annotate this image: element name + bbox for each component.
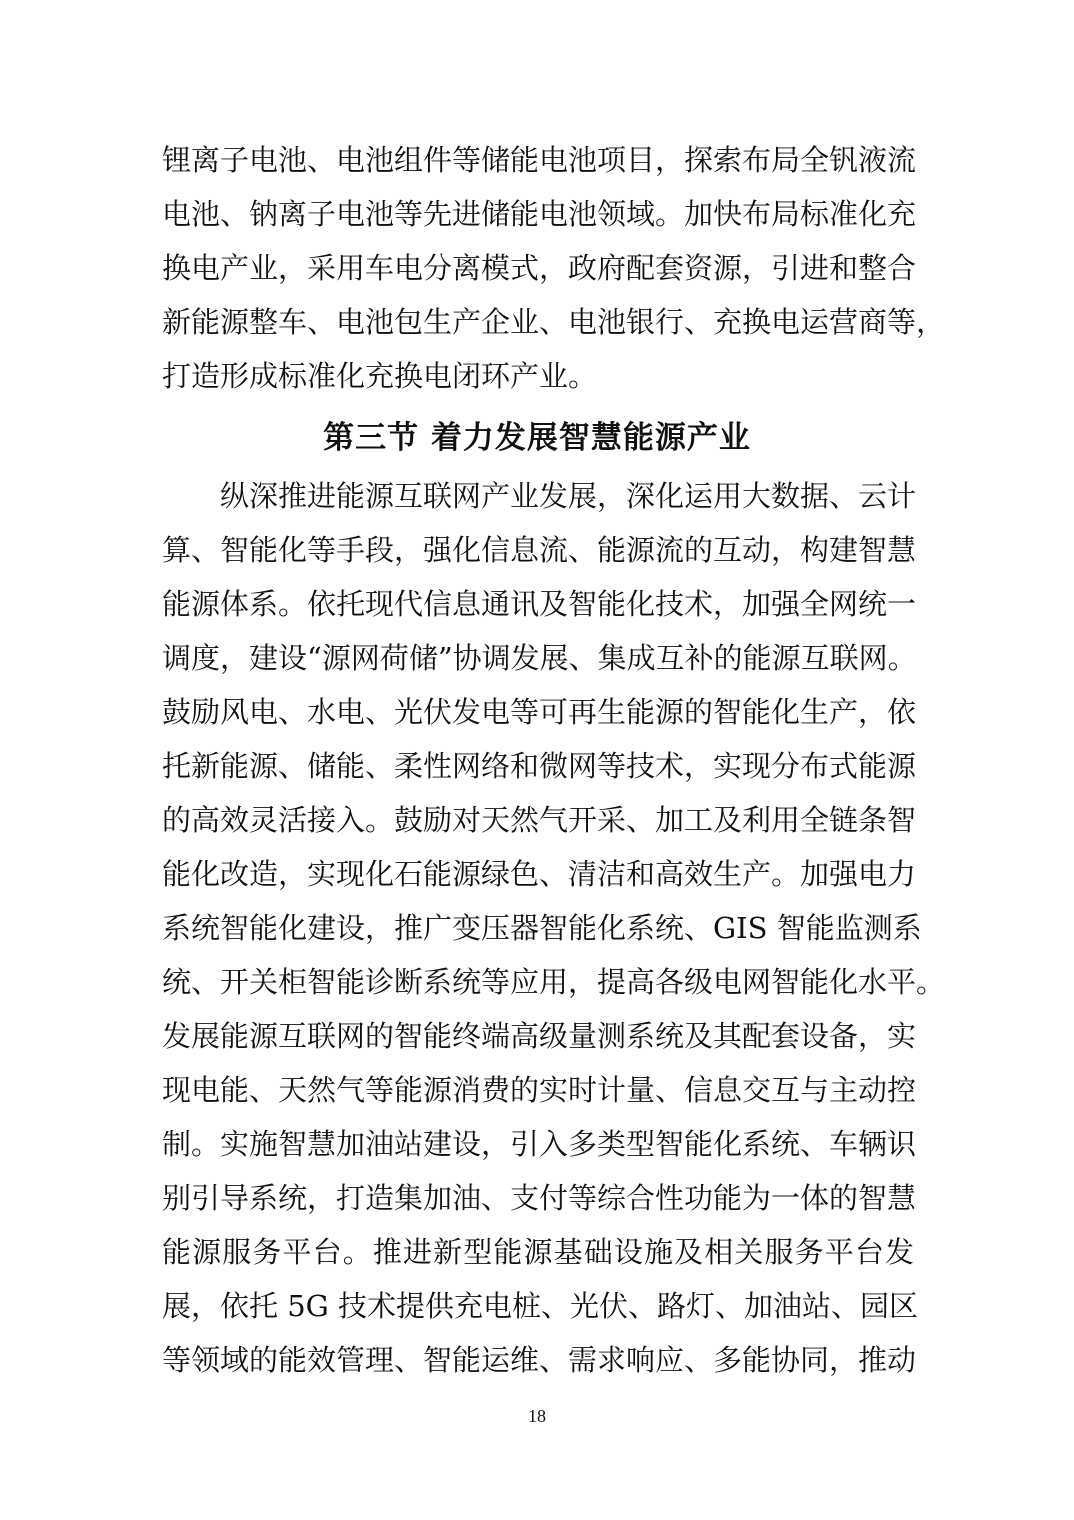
body-line-4: 调度，建设“源网荷储”协调发展、集成互补的能源互联网。 [162, 641, 917, 675]
body-line-12: 现电能、天然气等能源消费的实时计量、信息交互与主动控 [162, 1073, 917, 1107]
intro-line-4: 新能源整车、电池包生产企业、电池银行、充换电运营商等， [162, 305, 946, 339]
intro-line-2: 电池、钠离子电池等先进储能电池领域。加快布局标准化充 [162, 197, 917, 231]
body-line-11: 发展能源互联网的智能终端高级量测系统及其配套设备，实 [162, 1019, 917, 1053]
body-line-8: 能化改造，实现化石能源绿色、清洁和高效生产。加强电力 [162, 857, 917, 891]
body-line-9: 系统智能化建设，推广变压器智能化系统、GIS 智能监测系 [162, 911, 922, 945]
body-line-17: 等领域的能效管理、智能运维、需求响应、多能协同，推动 [162, 1343, 917, 1377]
body-line-10: 统、开关柜智能诊断系统等应用，提高各级电网智能化水平。 [162, 965, 946, 999]
intro-line-1: 锂离子电池、电池组件等储能电池项目，探索布局全钒液流 [162, 143, 917, 177]
body-line-7: 的高效灵活接入。鼓励对天然气开采、加工及利用全链条智 [162, 803, 917, 837]
body-line-6: 托新能源、储能、柔性网络和微网等技术，实现分布式能源 [162, 749, 917, 783]
body-line-13: 制。实施智慧加油站建设，引入多类型智能化系统、车辆识 [162, 1127, 917, 1161]
body-line-1: 纵深推进能源互联网产业发展，深化运用大数据、云计 [220, 479, 917, 513]
body-line-3: 能源体系。依托现代信息通讯及智能化技术，加强全网统一 [162, 587, 917, 621]
page-number: 18 [528, 1406, 546, 1426]
body-line-2: 算、智能化等手段，强化信息流、能源流的互动，构建智慧 [162, 533, 917, 567]
body-line-16: 展，依托 5G 技术提供充电桩、光伏、路灯、加油站、园区 [162, 1289, 919, 1323]
intro-line-3: 换电产业，采用车电分离模式，政府配套资源，引进和整合 [162, 251, 917, 285]
section-heading: 第三节 着力发展智慧能源产业 [323, 420, 751, 456]
intro-line-5: 打造形成标准化充换电闭环产业。 [162, 359, 598, 393]
body-line-5: 鼓励风电、水电、光伏发电等可再生能源的智能化生产，依 [162, 695, 917, 729]
body-line-15: 能源服务平台。推进新型能源基础设施及相关服务平台发 [162, 1235, 914, 1269]
body-line-14: 别引导系统，打造集加油、支付等综合性功能为一体的智慧 [162, 1181, 917, 1215]
